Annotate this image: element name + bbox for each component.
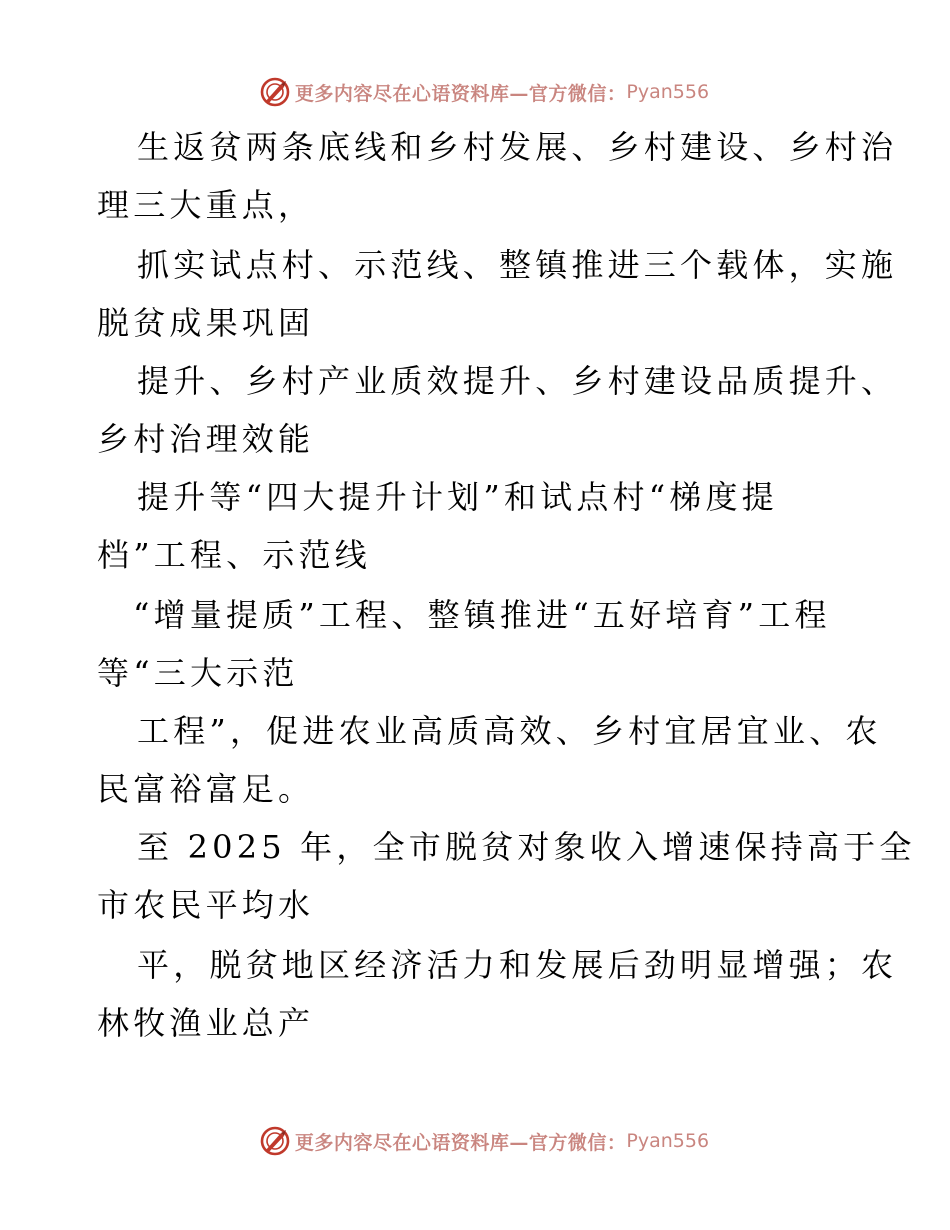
body-line: 生返贫两条底线和乡村发展、乡村建设、乡村治 <box>137 128 898 166</box>
body-line: 抓实试点村、示范线、整镇推进三个载体，实施 <box>137 246 898 284</box>
body-line: 工程”，促进农业高质高效、乡村宜居宜业、农 <box>137 712 882 750</box>
body-line: 平，脱贫地区经济活力和发展后劲明显增强；农 <box>137 946 898 984</box>
body-line: 至 2025 年，全市脱贫对象收入增速保持高于全 <box>137 828 916 866</box>
header-watermark <box>0 72 950 112</box>
watermark-contact: Pyan556 <box>626 81 710 103</box>
logo-icon <box>259 1125 291 1157</box>
body-line: 脱贫成果巩固 <box>97 304 315 342</box>
footer-watermark <box>0 1121 950 1161</box>
body-line: 提升等“四大提升计划”和试点村“梯度提 <box>137 478 778 516</box>
body-line: 档”工程、示范线 <box>97 536 371 574</box>
logo-icon <box>259 76 291 108</box>
body-line: 民富裕富足。 <box>97 770 315 808</box>
watermark-contact: Pyan556 <box>626 1130 710 1152</box>
body-line: 市农民平均水 <box>97 886 315 924</box>
body-line: 乡村治理效能 <box>97 420 315 458</box>
body-line: 林牧渔业总产 <box>97 1004 315 1042</box>
body-line: 等“三大示范 <box>97 654 299 692</box>
watermark-text: 更多内容尽在心语资料库—官方微信： <box>294 82 627 105</box>
body-line: 提升、乡村产业质效提升、乡村建设品质提升、 <box>137 362 898 400</box>
body-line: “增量提质”工程、整镇推进“五好培育”工程 <box>133 596 831 634</box>
watermark-text: 更多内容尽在心语资料库—官方微信： <box>294 1131 627 1154</box>
body-line: 理三大重点， <box>97 186 315 224</box>
